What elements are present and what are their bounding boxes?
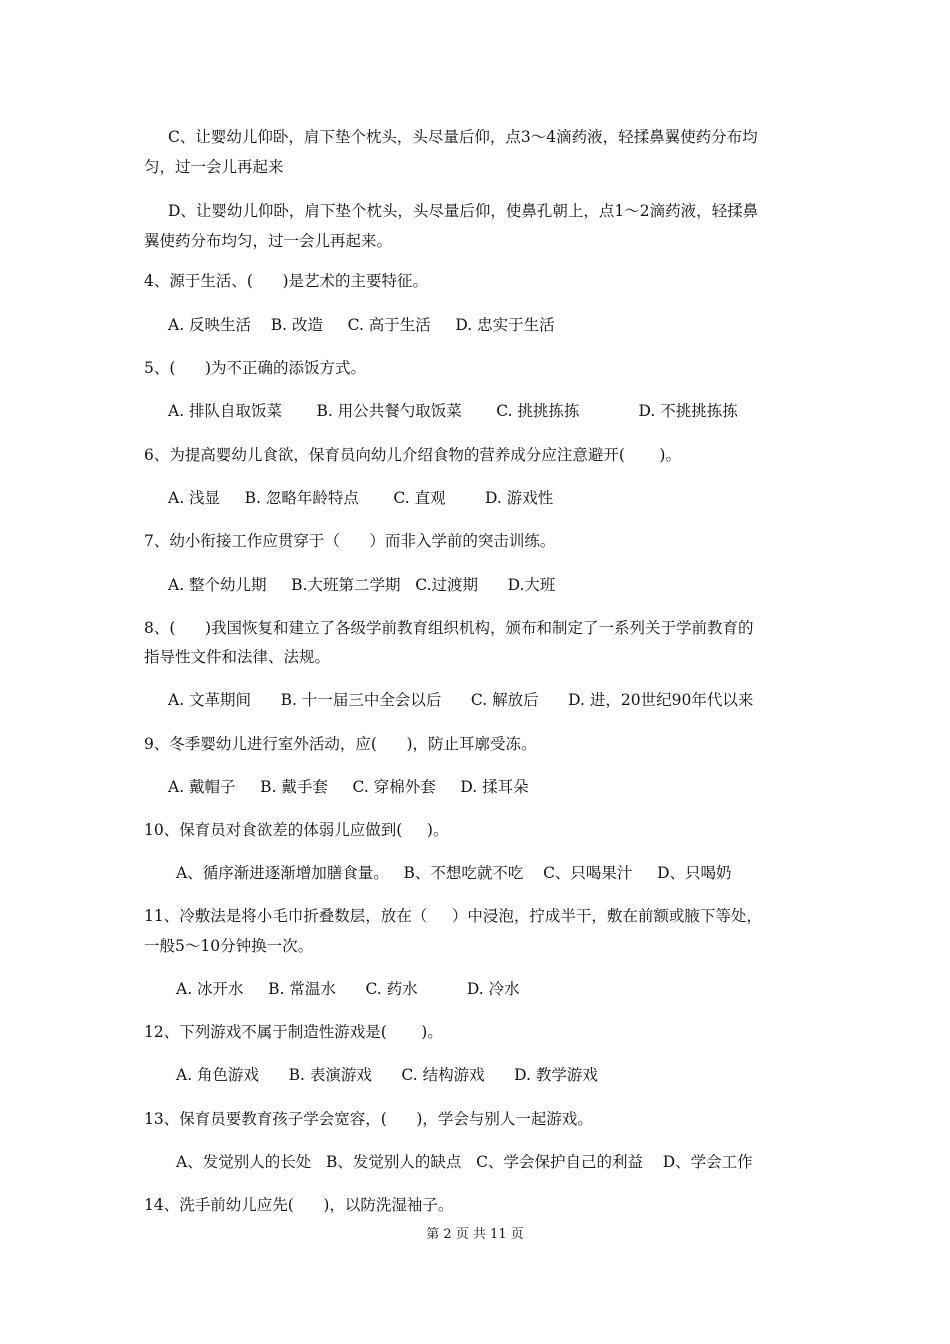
question-11-line1: 11、冷敷法是将小毛巾折叠数层，放在（ ）中浸泡，拧成半干，敷在前额或腋下等处， (144, 907, 762, 925)
option-c-q3-line2: 匀，过一会儿再起来 (144, 158, 284, 176)
question-5: 5、( )为不正确的添饭方式。 (144, 359, 367, 377)
question-6: 6、为提高婴幼儿食欲，保育员向幼儿介绍食物的营养成分应注意避开( )。 (144, 446, 681, 464)
question-4-options: A. 反映生活 B. 改造 C. 高于生活 D. 忠实于生活 (168, 316, 555, 334)
question-10-options: A、循序渐进逐渐增加膳食量。 B、不想吃就不吃 C、只喝果汁 D、只喝奶 (176, 864, 732, 882)
question-13-options: A、发觉别人的长处 B、发觉别人的缺点 C、学会保护自己的利益 D、学会工作 (176, 1153, 753, 1171)
question-12: 12、下列游戏不属于制造性游戏是( )。 (144, 1023, 443, 1041)
question-9: 9、冬季婴幼儿进行室外活动，应( )，防止耳廓受冻。 (144, 735, 537, 753)
question-10: 10、保育员对食欲差的体弱儿应做到( )。 (144, 821, 449, 839)
question-8-line1: 8、( )我国恢复和建立了各级学前教育组织机构，颁布和制定了一系列关于学前教育的 (144, 619, 754, 637)
question-9-options: A. 戴帽子 B. 戴手套 C. 穿棉外套 D. 揉耳朵 (168, 778, 529, 796)
question-8-options: A. 文革期间 B. 十一届三中全会以后 C. 解放后 D. 进，20世纪90年代以来 (168, 691, 754, 709)
question-5-options: A. 排队自取饭菜 B. 用公共餐勺取饭菜 C. 挑挑拣拣 D. 不挑挑拣拣 (168, 402, 738, 420)
question-13: 13、保育员要教育孩子学会宽容，( )，学会与别人一起游戏。 (144, 1110, 593, 1128)
question-7: 7、幼小衔接工作应贯穿于（ ）而非入学前的突击训练。 (144, 532, 556, 550)
option-d-q3-line1: D、让婴幼儿仰卧，肩下垫个枕头，头尽量后仰，使鼻孔朝上，点1～2滴药液，轻揉鼻 (168, 202, 759, 220)
question-7-options: A. 整个幼儿期 B.大班第二学期 C.过渡期 D.大班 (168, 576, 556, 594)
page-footer: 第 2 页 共 11 页 (426, 1227, 524, 1242)
question-11-options: A. 冰开水 B. 常温水 C. 药水 D. 冷水 (176, 980, 520, 998)
question-14: 14、洗手前幼儿应先( )，以防洗湿袖子。 (144, 1196, 454, 1214)
question-6-options: A. 浅显 B. 忽略年龄特点 C. 直观 D. 游戏性 (168, 489, 554, 507)
question-12-options: A. 角色游戏 B. 表演游戏 C. 结构游戏 D. 教学游戏 (176, 1066, 598, 1084)
question-11-line2: 一般5～10分钟换一次。 (144, 937, 314, 955)
question-8-line2: 指导性文件和法律、法规。 (144, 648, 331, 666)
option-d-q3-line2: 翼使药分布均匀，过一会儿再起来。 (144, 232, 393, 250)
option-c-q3-line1: C、让婴幼儿仰卧，肩下垫个枕头，头尽量后仰，点3～4滴药液，轻揉鼻翼使药分布均 (168, 128, 758, 146)
question-4: 4、源于生活、( )是艺术的主要特征。 (144, 272, 429, 290)
